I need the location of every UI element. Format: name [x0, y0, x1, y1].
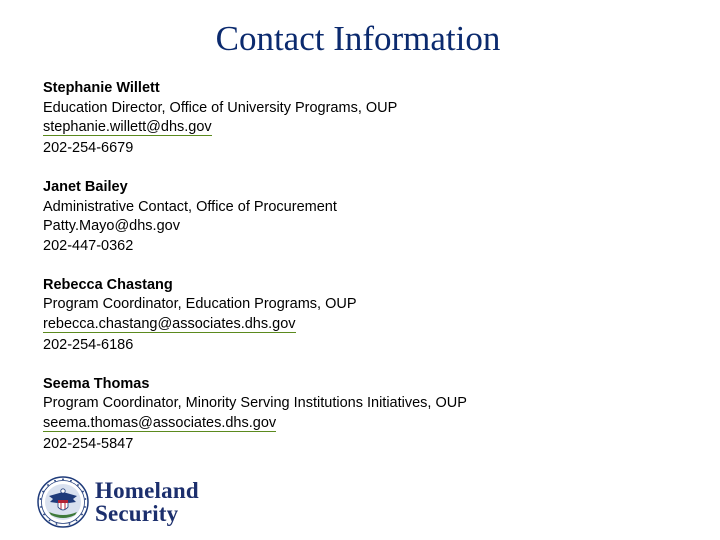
contact-name: Seema Thomas [43, 375, 150, 392]
contact-email: Patty.Mayo@dhs.gov [43, 218, 180, 234]
contact-entry [43, 375, 683, 455]
contact-name: Stephanie Willett [43, 80, 160, 96]
homeland-security-logo [37, 476, 227, 528]
contact-name: Rebecca Chastang [43, 276, 173, 293]
wordmark-line-2: Security [95, 501, 179, 526]
contact-role: Program Coordinator, Minority Serving Institutions Initiatives, OUP [43, 395, 467, 411]
contact-entry [43, 178, 683, 256]
contact-phone: 202-447-0362 [43, 237, 134, 254]
wordmark-line-1: Homeland [95, 478, 199, 503]
contact-email-link[interactable]: stephanie.willett@dhs.gov [43, 119, 212, 135]
contact-role: Education Director, Office of University Programs, OUP [43, 99, 398, 116]
contact-role: Administrative Contact, Office of Procurement [43, 198, 337, 215]
contact-phone: 202-254-6186 [43, 336, 134, 353]
contact-role: Program Coordinator, Education Programs, OUP [43, 296, 357, 312]
homeland-security-wordmark [95, 479, 199, 525]
page-title: Contact Information [215, 19, 501, 58]
contact-list [43, 79, 683, 474]
contact-phone: 202-254-6679 [43, 140, 134, 156]
contact-name: Janet Bailey [43, 179, 128, 195]
contact-email-link[interactable]: seema.thomas@associates.dhs.gov [43, 414, 277, 431]
contact-entry [43, 276, 683, 356]
dhs-seal-icon [37, 476, 89, 528]
contact-entry [43, 79, 683, 159]
contact-phone: 202-254-5847 [43, 435, 134, 452]
contact-email-link[interactable]: rebecca.chastang@associates.dhs.gov [43, 315, 296, 332]
